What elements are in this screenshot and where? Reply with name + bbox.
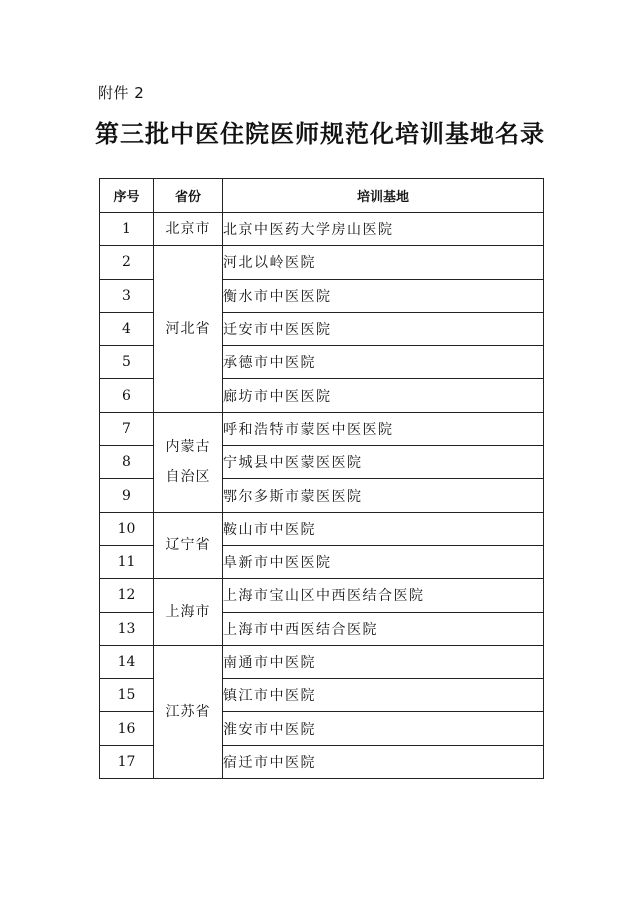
province-name: 北京市	[165, 221, 211, 238]
province-cell	[154, 246, 223, 412]
training-base-name: 鄂尔多斯市蒙医医院	[223, 479, 544, 512]
training-base-name: 北京中医药大学房山医院	[223, 213, 544, 246]
header-number: 序号	[100, 179, 154, 213]
training-base-name: 镇江市中医院	[223, 679, 544, 712]
province-cell	[154, 213, 223, 246]
document-title: 第三批中医住院医师规范化培训基地名录	[95, 120, 545, 148]
training-base-name: 呼和浩特市蒙医中医医院	[223, 412, 544, 445]
row-number: 9	[100, 479, 154, 512]
training-base-name: 宁城县中医蒙医医院	[223, 446, 544, 479]
training-base-name: 淮安市中医院	[223, 712, 544, 745]
row-number: 7	[100, 412, 154, 445]
row-number: 5	[100, 346, 154, 379]
training-base-name: 迁安市中医医院	[223, 312, 544, 345]
training-base-name: 廊坊市中医医院	[223, 379, 544, 412]
table-row	[100, 512, 544, 545]
training-base-name: 承德市中医院	[223, 346, 544, 379]
province-name: 河北省	[165, 321, 211, 338]
province-cell	[154, 645, 223, 778]
row-number: 15	[100, 679, 154, 712]
training-base-name: 衡水市中医医院	[223, 279, 544, 312]
table-row	[100, 213, 544, 246]
training-base-name: 宿迁市中医院	[223, 745, 544, 778]
row-number: 3	[100, 279, 154, 312]
row-number: 17	[100, 745, 154, 778]
header-province: 省份	[154, 179, 223, 213]
row-number: 11	[100, 545, 154, 578]
province-name: 江苏省	[165, 703, 211, 720]
training-base-table	[99, 178, 544, 779]
training-base-name: 阜新市中医医院	[223, 545, 544, 578]
row-number: 6	[100, 379, 154, 412]
row-number: 12	[100, 579, 154, 612]
row-number: 4	[100, 312, 154, 345]
row-number: 16	[100, 712, 154, 745]
table-row	[100, 579, 544, 612]
row-number: 8	[100, 446, 154, 479]
header-training-base: 培训基地	[223, 179, 544, 213]
row-number: 1	[100, 213, 154, 246]
row-number: 10	[100, 512, 154, 545]
province-name: 上海市	[165, 604, 211, 621]
table-header-row	[100, 179, 544, 213]
training-base-name: 河北以岭医院	[223, 246, 544, 279]
training-base-name: 南通市中医院	[223, 645, 544, 678]
province-name: 辽宁省	[165, 537, 211, 554]
training-base-name: 鞍山市中医院	[223, 512, 544, 545]
province-cell	[154, 412, 223, 512]
row-number: 14	[100, 645, 154, 678]
province-name: 自治区	[165, 469, 211, 486]
table-body	[100, 213, 544, 779]
table-row	[100, 412, 544, 445]
province-cell	[154, 512, 223, 579]
table-row	[100, 246, 544, 279]
row-number: 13	[100, 612, 154, 645]
attachment-label: 附件 2	[98, 84, 145, 102]
province-name: 内蒙古	[165, 439, 211, 456]
province-cell	[154, 579, 223, 646]
training-base-name: 上海市宝山区中西医结合医院	[223, 579, 544, 612]
table-row	[100, 645, 544, 678]
training-base-name: 上海市中西医结合医院	[223, 612, 544, 645]
row-number: 2	[100, 246, 154, 279]
